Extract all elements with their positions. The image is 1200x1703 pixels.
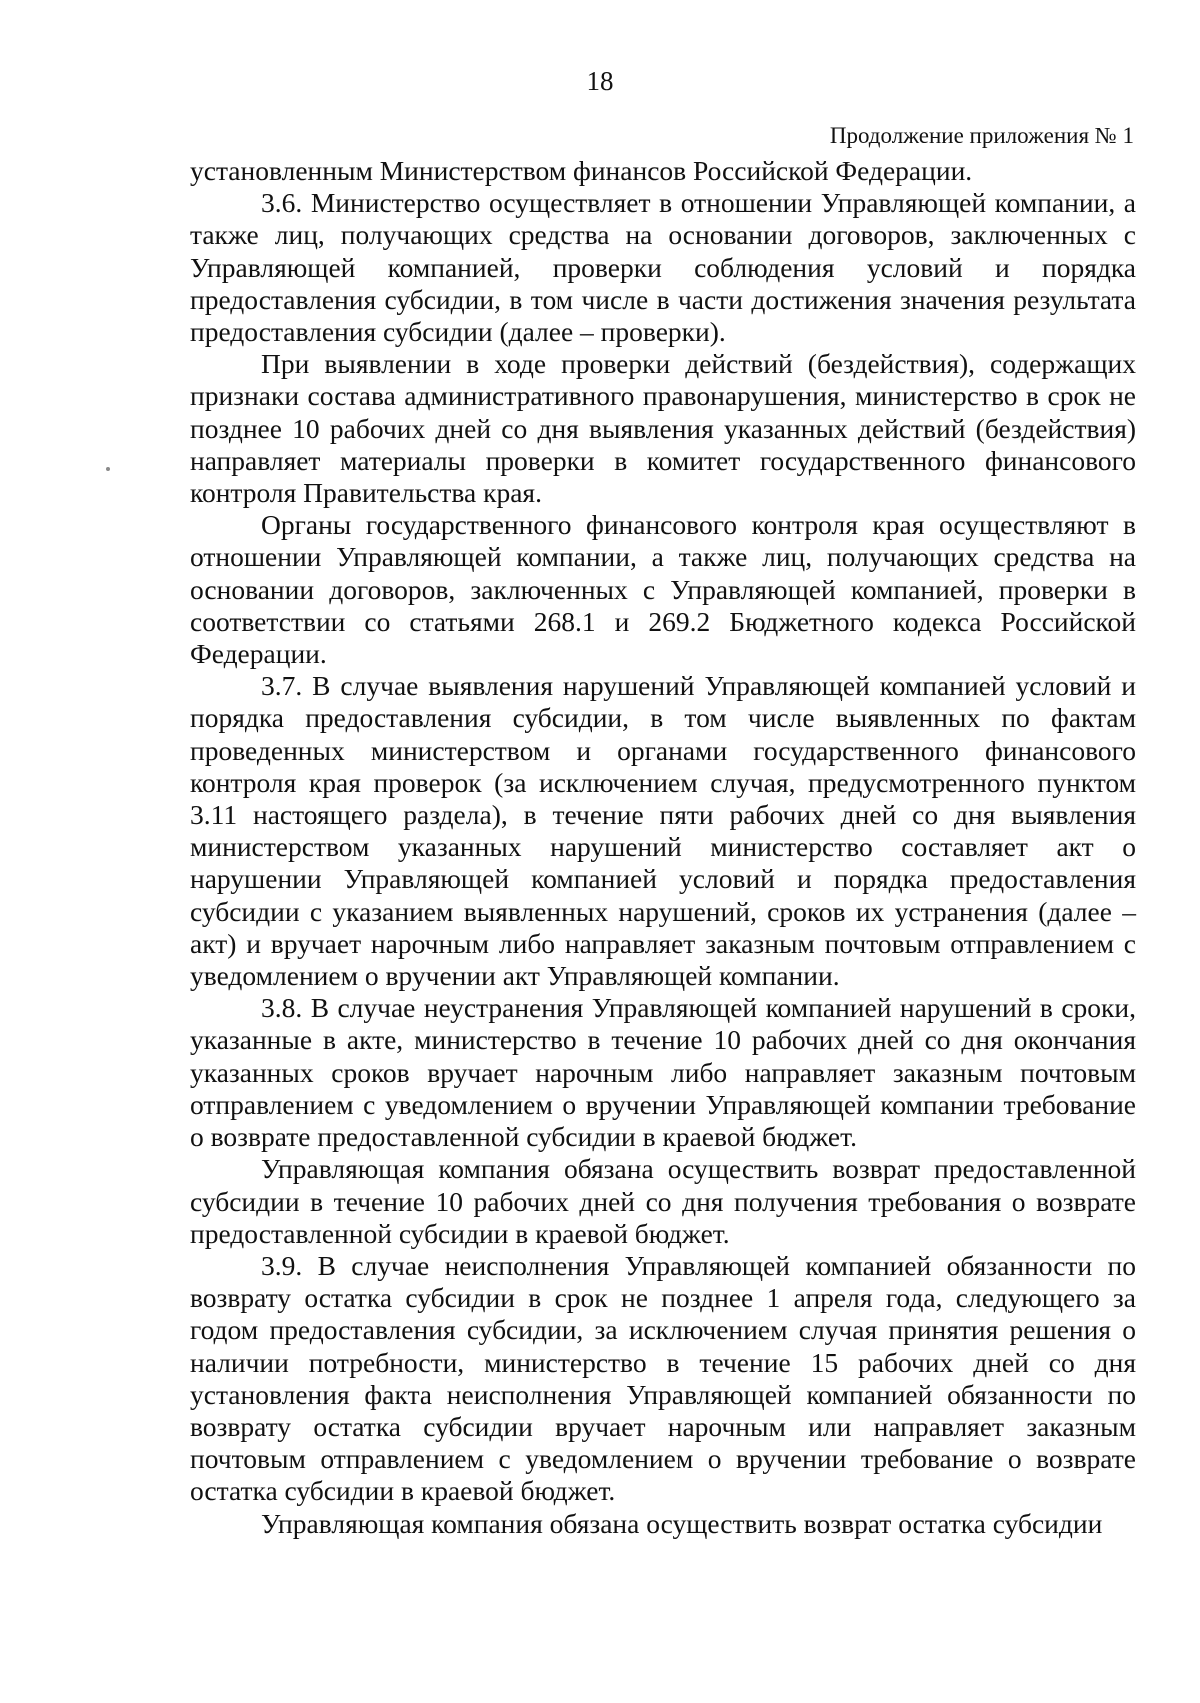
paragraph-residual-return: Управляющая компания обязана осуществить возврат остатка субсидии xyxy=(261,1507,1103,1539)
appendix-continuation-note: Продолжение приложения № 1 xyxy=(829,123,1134,148)
paragraph-continuation: установленным Министерством финансов Российской Федерации. xyxy=(190,155,973,186)
paragraph-3-7: 3.7. В случае выявления нарушений Управляющей компанией условий и порядка предоставления субсидии, в том числе выявленных по фактам проведенных министерством и органами государственного финансового контроля края проверок (за исключением случая, предусмотренного пунктом 3.11 настоящего раздела), в течение пяти рабочих дней со дня выявления министерством указанных нарушений министерство составляет акт о нарушении Управляющей компанией условий и порядка предоставления субсидии с указанием выявленных нарушений, сроков их устранения (далее – акт) и вручает нарочным либо направляет заказным почтовым отправлением с уведомлением о вручении акт Управляющей компании. xyxy=(190,670,1136,992)
scan-speck-mark xyxy=(106,467,110,471)
paragraph-violation-detection: При выявлении в ходе проверки действий (бездействия), содержащих признаки состава административного правонарушения, министерство в срок не позднее 10 рабочих дней со дня выявления указанных действий (бездействия) направляет материалы проверки в комитет государственного финансового контроля Правительства края. xyxy=(190,348,1136,509)
paragraph-subsidy-return: Управляющая компания обязана осуществить возврат предоставленной субсидии в течение 10 рабочих дней со дня получения требования о возврате предоставленной субсидии в краевой бюджет. xyxy=(190,1153,1136,1249)
document-body xyxy=(190,155,1136,1540)
paragraph-financial-control-bodies: Органы государственного финансового контроля края осуществляют в отношении Управляющей компании, а также лиц, получающих средства на основании договоров, заключенных с Управляющей компанией, проверки в соответствии со статьями 268.1 и 269.2 Бюджетного кодекса Российской Федерации. xyxy=(190,509,1136,670)
page-number: 18 xyxy=(586,66,614,96)
paragraph-3-9: 3.9. В случае неисполнения Управляющей компанией обязанности по возврату остатка субсидии в срок не позднее 1 апреля года, следующего за годом предоставления субсидии, за исключением случая принятия решения о наличии потребности, министерство в течение 15 рабочих дней со дня установления факта неисполнения Управляющей компанией обязанности по возврату остатка субсидии вручает нарочным или направляет заказным почтовым отправлением с уведомлением о вручении требование о возврате остатка субсидии в краевой бюджет. xyxy=(190,1249,1136,1507)
paragraph-3-8: 3.8. В случае неустранения Управляющей компанией нарушений в сроки, указанные в акте, министерство в течение 10 рабочих дней со дня окончания указанных сроков вручает нарочным либо направляет заказным почтовым отправлением с уведомлением о вручении Управляющей компании требование о возврате предоставленной субсидии в краевой бюджет. xyxy=(190,992,1136,1153)
paragraph-3-6: 3.6. Министерство осуществляет в отношении Управляющей компании, а также лиц, получающих средства на основании договоров, заключенных с Управляющей компанией, проверки соблюдения условий и порядка предоставления субсидии, в том числе в части достижения значения результата предоставления субсидии (далее – проверки). xyxy=(190,187,1136,348)
